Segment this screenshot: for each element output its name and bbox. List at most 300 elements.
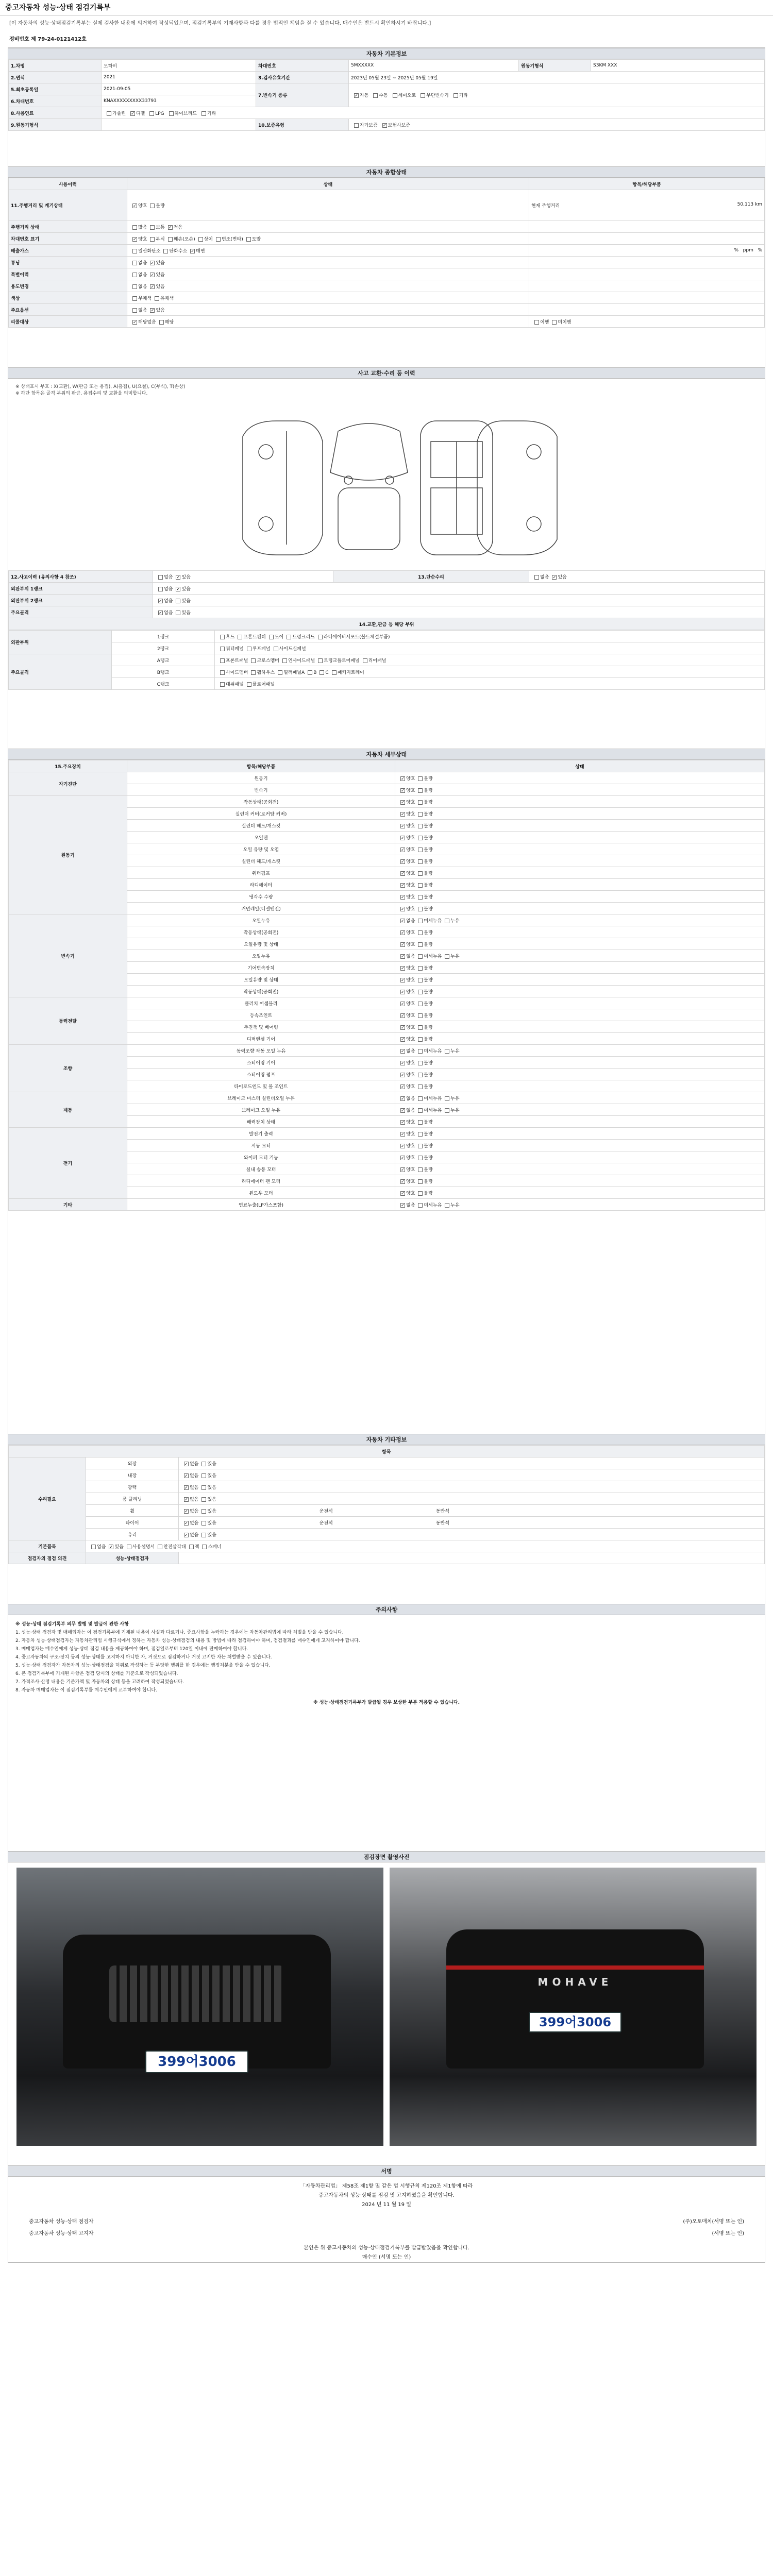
- checkbox-trans-4[interactable]: [453, 93, 458, 98]
- checkbox-rank-3-0[interactable]: [220, 670, 225, 675]
- checkbox-gen-3-1[interactable]: [163, 249, 168, 253]
- other-item-state: [179, 1469, 765, 1481]
- gen-0-opt-1: 불량: [156, 204, 165, 209]
- checkbox-detail[interactable]: [418, 859, 423, 864]
- detail-item-label: 타이로드엔드 및 볼 조인트: [127, 1080, 395, 1092]
- detail-item-state: [395, 1140, 765, 1151]
- checkbox-gen-8-0[interactable]: [132, 308, 137, 313]
- gen-3-opt-1: 탄화수소: [169, 248, 188, 254]
- checkbox-fuel-4[interactable]: [201, 111, 206, 116]
- detail-item-state: [395, 1175, 765, 1187]
- checkbox-detail[interactable]: [418, 919, 423, 923]
- detail-row: [9, 1045, 765, 1057]
- checkbox-detail[interactable]: [418, 1120, 423, 1125]
- checkbox-gen-5-0[interactable]: [132, 273, 137, 277]
- general-row-0-opts: [127, 190, 529, 221]
- checkbox-trans-1[interactable]: [373, 93, 378, 98]
- caution-footer: ※ 성능·상태점검기록부가 발급될 경우 보상한 부분 적용할 수 있습니다.: [313, 1700, 460, 1705]
- other-opt: 있음: [207, 1532, 216, 1538]
- wheel-side-label: 운전석: [319, 1509, 333, 1514]
- checkbox-detail[interactable]: [400, 1167, 405, 1172]
- checkbox-basic-item[interactable]: [189, 1545, 194, 1549]
- gen-2-opt-3: 상이: [204, 236, 213, 242]
- detail-opt: 누유: [450, 1048, 460, 1054]
- checkbox-rank-3-5[interactable]: [332, 670, 337, 675]
- checkbox-detail[interactable]: [400, 895, 405, 900]
- checkbox-other[interactable]: [184, 1462, 189, 1466]
- detail-item-state: [395, 986, 765, 997]
- checkbox-acc-1-1[interactable]: [552, 575, 557, 580]
- detail-opt: 미세누유: [424, 1202, 442, 1208]
- checkbox-rank-2-3[interactable]: [318, 658, 323, 663]
- checkbox-gen-2-3[interactable]: [198, 237, 203, 242]
- checkbox-recall-0[interactable]: [534, 320, 539, 325]
- detail-opt: 없음: [406, 1202, 415, 1208]
- detail-item-label: 추진축 및 베어링: [127, 1021, 395, 1033]
- checkbox-gen-3-0[interactable]: [132, 249, 137, 253]
- checkbox-detail[interactable]: [418, 1096, 423, 1101]
- doc-number: 정비번호 제 79-24-0121412호: [9, 37, 87, 42]
- value-car-name: 모하비: [102, 60, 256, 72]
- checkbox-rank-4-1[interactable]: [247, 682, 251, 687]
- detail-item-label: 실린더 헤드/개스킷: [127, 820, 395, 832]
- checkbox-gen-7-1[interactable]: [155, 296, 159, 301]
- checkbox-detail[interactable]: [418, 1002, 423, 1006]
- detail-item-state: [395, 938, 765, 950]
- checkbox-rank-3-2[interactable]: [278, 670, 282, 675]
- transmission-options: [349, 83, 765, 107]
- checkbox-detail[interactable]: [418, 1061, 423, 1065]
- checkbox-rank-1-1[interactable]: [247, 647, 251, 651]
- detail-item-label: 오일누유: [127, 914, 395, 926]
- general-row-8-label: 주요옵션: [9, 304, 127, 316]
- detail-head-0: 15.주요장치: [9, 760, 127, 772]
- checkbox-detail[interactable]: [445, 1108, 449, 1113]
- detail-opt: 양호: [406, 989, 415, 995]
- gen-1-opt-2: 적음: [173, 225, 183, 230]
- general-head-0: 사용이력: [9, 178, 127, 190]
- checkbox-acc-2-1[interactable]: [176, 587, 180, 591]
- detail-opt: 양호: [406, 811, 415, 817]
- checkbox-detail[interactable]: [445, 1203, 449, 1208]
- checkbox-other[interactable]: [184, 1521, 189, 1526]
- other-opt: 없음: [190, 1497, 199, 1502]
- checkbox-fuel-3[interactable]: [169, 111, 174, 116]
- gen-8-opt-0: 없음: [138, 308, 147, 313]
- accident-row-0: 12.사고이력 (유의사항 4 참조): [9, 571, 153, 583]
- checkbox-rank-3-3[interactable]: [308, 670, 312, 675]
- accident-label-frame: 주요골격: [9, 606, 153, 618]
- checkbox-detail[interactable]: [418, 824, 423, 828]
- checkbox-rank-3-4[interactable]: [320, 670, 324, 675]
- checkbox-basic-item[interactable]: [91, 1545, 96, 1549]
- checkbox-rank-2-0[interactable]: [220, 658, 225, 663]
- value-engine: S3KM XXX: [591, 60, 765, 72]
- checkbox-trans-0[interactable]: [354, 93, 359, 98]
- checkbox-other[interactable]: [184, 1509, 189, 1514]
- detail-opt: 미세누유: [424, 954, 442, 959]
- checkbox-acc-3-0[interactable]: [158, 599, 163, 603]
- mileage-cell: [529, 190, 765, 221]
- checkbox-detail[interactable]: [418, 978, 423, 982]
- acc-3-opt-0: 없음: [164, 598, 173, 604]
- checkbox-gen-7-0[interactable]: [132, 296, 137, 301]
- checkbox-detail[interactable]: [400, 919, 405, 923]
- checkbox-gen-4-0[interactable]: [132, 261, 137, 265]
- detail-group-label: 원동기: [9, 796, 127, 914]
- checkbox-detail[interactable]: [400, 954, 405, 959]
- checkbox-trans-2[interactable]: [393, 93, 397, 98]
- checkbox-detail[interactable]: [418, 1084, 423, 1089]
- checkbox-detail[interactable]: [400, 1156, 405, 1160]
- checkbox-detail[interactable]: [400, 883, 405, 888]
- checkbox-gen-5-1[interactable]: [150, 273, 155, 277]
- checkbox-other[interactable]: [184, 1485, 189, 1490]
- checkbox-acc-0-1[interactable]: [176, 575, 180, 580]
- checkbox-detail[interactable]: [445, 954, 449, 959]
- checkbox-detail[interactable]: [418, 1144, 423, 1148]
- checkbox-acc-3-1[interactable]: [176, 599, 180, 603]
- emission-unit-1: ppm: [743, 248, 753, 253]
- checkbox-other[interactable]: [184, 1533, 189, 1537]
- detail-opt: 불량: [424, 859, 433, 865]
- checkbox-detail[interactable]: [400, 1096, 405, 1101]
- checkbox-detail[interactable]: [400, 1037, 405, 1042]
- basic-item-opt: 있음: [114, 1544, 124, 1550]
- caution-line-2: 3. 매매업자는 매수인에게 성능·상태 점검 내용을 제공하여야 하며, 점검일로부터 120일 이내에 판매하여야 합니다.: [15, 1647, 248, 1652]
- checkbox-gen-2-2[interactable]: [168, 237, 173, 242]
- checkbox-gen-3-2[interactable]: [190, 249, 195, 253]
- checkbox-recall-1[interactable]: [552, 320, 557, 325]
- detail-group-label: 기타: [9, 1199, 127, 1211]
- detail-item-label: 라디에이터 팬 모터: [127, 1175, 395, 1187]
- checkbox-gen-2-5[interactable]: [246, 237, 251, 242]
- gen-6-opt-0: 없음: [138, 284, 147, 290]
- checkbox-detail[interactable]: [418, 1203, 423, 1208]
- detail-item-state: [395, 997, 765, 1009]
- checkbox-detail[interactable]: [400, 788, 405, 793]
- detail-item-state: [395, 1187, 765, 1199]
- page-title: 중고자동차 성능·상태 점검기록부: [0, 0, 773, 15]
- checkbox-detail[interactable]: [418, 1025, 423, 1030]
- gen-4-opt-0: 없음: [138, 260, 147, 266]
- checkbox-detail[interactable]: [400, 1049, 405, 1054]
- detail-item-state: [395, 808, 765, 820]
- checkbox-detail[interactable]: [418, 836, 423, 840]
- rank-4-part-0: 대쉬패널: [226, 682, 244, 687]
- detail-opt: 없음: [406, 1048, 415, 1054]
- checkbox-detail[interactable]: [400, 859, 405, 864]
- checkbox-detail[interactable]: [418, 800, 423, 805]
- checkbox-gen-4-1[interactable]: [150, 261, 155, 265]
- trans-opt-2: 세미오토: [398, 93, 416, 98]
- detail-item-state: [395, 832, 765, 843]
- checkbox-rank-2-4[interactable]: [363, 658, 367, 663]
- checkbox-detail[interactable]: [400, 824, 405, 828]
- checkbox-detail[interactable]: [400, 1073, 405, 1077]
- other-opt: 없음: [190, 1461, 199, 1467]
- checkbox-other[interactable]: [184, 1473, 189, 1478]
- checkbox-rank-0-3[interactable]: [287, 635, 291, 639]
- checkbox-warranty-1[interactable]: [382, 123, 387, 128]
- checkbox-detail[interactable]: [400, 871, 405, 876]
- checkbox-detail[interactable]: [418, 848, 423, 852]
- rank-2-part-4: 리어패널: [368, 658, 386, 664]
- trans-opt-4: 기타: [459, 93, 468, 98]
- checkbox-rank-0-1[interactable]: [238, 635, 242, 639]
- detail-opt: 불량: [424, 1179, 433, 1184]
- checkbox-detail[interactable]: [418, 990, 423, 994]
- checkbox-detail[interactable]: [418, 1108, 423, 1113]
- checkbox-gen-9-1[interactable]: [159, 320, 164, 325]
- checkbox-detail[interactable]: [400, 1132, 405, 1137]
- gen-5-opt-1: 있음: [156, 272, 165, 278]
- rank-0-part-0: 후드: [226, 634, 235, 640]
- gen-9-opt-1: 해당: [164, 319, 174, 325]
- checkbox-rank-0-2[interactable]: [269, 635, 274, 639]
- detail-item-state: [395, 914, 765, 926]
- checkbox-gen-9-0[interactable]: [132, 320, 137, 325]
- checkbox-other[interactable]: [201, 1509, 206, 1514]
- checkbox-detail[interactable]: [418, 1049, 423, 1054]
- checkbox-detail[interactable]: [418, 883, 423, 888]
- detail-opt: 미세누유: [424, 918, 442, 924]
- general-head-1: 상태: [127, 178, 529, 190]
- checkbox-detail[interactable]: [400, 776, 405, 781]
- checkbox-acc-1-0[interactable]: [534, 575, 539, 580]
- detail-item-label: 와이퍼 모터 기능: [127, 1151, 395, 1163]
- detail-item-label: 커먼레일(디젤엔진): [127, 903, 395, 914]
- checkbox-acc-4-0[interactable]: [158, 611, 163, 615]
- general-state-section: [8, 166, 765, 367]
- checkbox-detail[interactable]: [445, 1049, 449, 1054]
- checkbox-detail[interactable]: [445, 1096, 449, 1101]
- checkbox-gen-0-0[interactable]: [132, 204, 137, 208]
- checkbox-detail[interactable]: [400, 1061, 405, 1065]
- checkbox-detail[interactable]: [400, 1203, 405, 1208]
- checkbox-basic-item[interactable]: [109, 1545, 113, 1549]
- checkbox-fuel-2[interactable]: [149, 111, 154, 116]
- checkbox-gen-1-2[interactable]: [168, 225, 173, 230]
- checkbox-gen-1-1[interactable]: [150, 225, 155, 230]
- checkbox-gen-2-4[interactable]: [216, 237, 221, 242]
- checkbox-detail[interactable]: [400, 848, 405, 852]
- checkbox-detail[interactable]: [400, 1144, 405, 1148]
- rear-plate: 399어3006: [529, 2012, 621, 2032]
- checkbox-rank-4-0[interactable]: [220, 682, 225, 687]
- detail-item-state: [395, 784, 765, 796]
- detail-item-state: [395, 1092, 765, 1104]
- checkbox-fuel-0[interactable]: [107, 111, 111, 116]
- detail-opt: 누유: [450, 918, 460, 924]
- checkbox-detail[interactable]: [400, 907, 405, 911]
- checkbox-gen-6-0[interactable]: [132, 284, 137, 289]
- checkbox-detail[interactable]: [418, 966, 423, 971]
- checkbox-detail[interactable]: [400, 800, 405, 805]
- gen-2-opt-5: 도말: [251, 236, 261, 242]
- detail-item-label: 냉각수 수량: [127, 891, 395, 903]
- checkbox-gen-2-0[interactable]: [132, 237, 137, 242]
- opinion-value[interactable]: [179, 1552, 765, 1564]
- checkbox-other[interactable]: [201, 1473, 206, 1478]
- checkbox-rank-1-2[interactable]: [274, 647, 278, 651]
- basic-info-section: [8, 48, 765, 166]
- checkbox-detail[interactable]: [400, 1191, 405, 1196]
- other-group-label: 수리필요: [9, 1458, 86, 1540]
- checkbox-gen-0-1[interactable]: [150, 204, 155, 208]
- checkbox-basic-item[interactable]: [158, 1545, 162, 1549]
- checkbox-detail[interactable]: [418, 776, 423, 781]
- checkbox-detail[interactable]: [418, 895, 423, 900]
- checkbox-basic-item[interactable]: [127, 1545, 131, 1549]
- checkbox-rank-1-0[interactable]: [220, 647, 225, 651]
- checkbox-gen-8-1[interactable]: [150, 308, 155, 313]
- other-row: [9, 1529, 765, 1540]
- rank-parts-1: [215, 642, 765, 654]
- checkbox-detail[interactable]: [418, 812, 423, 817]
- checkbox-fuel-1[interactable]: [130, 111, 135, 116]
- checkbox-detail[interactable]: [400, 1002, 405, 1006]
- detail-item-state: [395, 1128, 765, 1140]
- detail-opt: 없음: [406, 918, 415, 924]
- checkbox-detail[interactable]: [400, 990, 405, 994]
- detail-item-label: 디퍼렌셜 기어: [127, 1033, 395, 1045]
- checkbox-detail[interactable]: [400, 1120, 405, 1125]
- checkbox-acc-0-0[interactable]: [158, 575, 163, 580]
- front-plate: 399어3006: [145, 2050, 248, 2073]
- rear-photo: [390, 1868, 757, 2146]
- checkbox-gen-1-0[interactable]: [132, 225, 137, 230]
- checkbox-other[interactable]: [201, 1462, 206, 1466]
- basic-items-row: [9, 1540, 765, 1552]
- checkbox-detail[interactable]: [418, 1191, 423, 1196]
- rank-1-part-1: 루프패널: [252, 646, 271, 652]
- emission-units: [529, 245, 765, 257]
- checkbox-detail[interactable]: [400, 1084, 405, 1089]
- checkbox-detail[interactable]: [418, 1167, 423, 1172]
- detail-opt: 불량: [424, 1037, 433, 1042]
- checkbox-detail[interactable]: [418, 954, 423, 959]
- checkbox-other[interactable]: [201, 1533, 206, 1537]
- checkbox-detail[interactable]: [418, 788, 423, 793]
- detail-item-state: [395, 1199, 765, 1211]
- rank-1-part-0: 쿼터패널: [226, 646, 244, 652]
- checkbox-detail[interactable]: [400, 942, 405, 947]
- rank-3-part-4: C: [325, 670, 329, 675]
- detail-item-state: [395, 926, 765, 938]
- notice-text: [이 자동차의 성능·상태점검기록부는 실제 검사한 내용에 의거하여 작성되었으며, 점검기록부의 기재사항과 다를 경우 법적인 책임을 질 수 있습니다. 매수인은 반드시 확인하시기 바랍니다.]: [9, 21, 431, 26]
- rank-2-part-2: 인사이드패널: [288, 658, 315, 664]
- gen-2-opt-2: 훼손(오손): [173, 236, 195, 242]
- checkbox-detail[interactable]: [418, 1013, 423, 1018]
- detail-item-label: 클러치 어셈블리: [127, 997, 395, 1009]
- checkbox-detail[interactable]: [400, 836, 405, 840]
- checkbox-detail[interactable]: [400, 1013, 405, 1018]
- detail-opt: 불량: [424, 788, 433, 793]
- rank-2-part-3: 트렁크플로어패널: [324, 658, 360, 664]
- general-row-1-opts: [127, 221, 529, 233]
- caution-section: [8, 1604, 765, 1851]
- rank-parts-4: [215, 678, 765, 690]
- checkbox-other[interactable]: [201, 1497, 206, 1502]
- rank-3-part-3: B: [313, 670, 317, 675]
- rank-label-4: C랭크: [112, 678, 215, 690]
- rank-label-0: 1랭크: [112, 631, 215, 642]
- checkbox-rank-0-0[interactable]: [220, 635, 225, 639]
- checkbox-detail[interactable]: [418, 907, 423, 911]
- checkbox-other[interactable]: [201, 1485, 206, 1490]
- checkbox-detail[interactable]: [445, 919, 449, 923]
- detail-item-label: 윈도우 모터: [127, 1187, 395, 1199]
- car-diagram: [8, 400, 765, 570]
- checkbox-other[interactable]: [184, 1497, 189, 1502]
- detail-table: [8, 760, 765, 1211]
- checkbox-acc-2-0[interactable]: [158, 587, 163, 591]
- general-row-2-label: 차대번호 표기: [9, 233, 127, 245]
- caution-line-3: 4. 중고자동차의 구조·장치 등의 성능·상태를 고지하지 아니한 자, 거짓으로 점검하거나 거짓 고지한 자는 처벌받을 수 있습니다.: [15, 1655, 272, 1660]
- photo-section: [8, 1851, 765, 2165]
- rank-2-part-0: 프론트패널: [226, 658, 248, 664]
- trans-opt-0: 자동: [360, 93, 369, 98]
- recall-opt-0: 이행: [540, 319, 549, 325]
- checkbox-detail[interactable]: [400, 1108, 405, 1113]
- checkbox-detail[interactable]: [400, 930, 405, 935]
- checkbox-acc-4-1[interactable]: [176, 611, 180, 615]
- detail-opt: 불량: [424, 1155, 433, 1161]
- checkbox-detail[interactable]: [418, 871, 423, 876]
- mileage-value: 50,113 km: [737, 202, 762, 207]
- value-plate: 5MXXXXX: [349, 60, 519, 72]
- checkbox-rank-0-4[interactable]: [318, 635, 323, 639]
- detail-opt: 누유: [450, 1108, 460, 1113]
- checkbox-detail[interactable]: [400, 966, 405, 971]
- checkbox-detail[interactable]: [418, 1156, 423, 1160]
- checkbox-rank-2-2[interactable]: [282, 658, 287, 663]
- checkbox-detail[interactable]: [400, 812, 405, 817]
- checkbox-detail[interactable]: [418, 930, 423, 935]
- checkbox-trans-3[interactable]: [421, 93, 425, 98]
- caution-line-0: 1. 성능·상태 점검자 및 매매업자는 이 점검기록부에 기재된 내용이 사실과 다르거나, 중요사항을 누락하는 경우에는 자동차관리법에 따라 처벌을 받을 수 있습니다.: [15, 1630, 344, 1635]
- detail-item-state: [395, 1104, 765, 1116]
- detail-section: [8, 749, 765, 1434]
- checkbox-other[interactable]: [201, 1521, 206, 1526]
- other-opt: 없음: [190, 1485, 199, 1490]
- checkbox-detail[interactable]: [400, 978, 405, 982]
- checkbox-detail[interactable]: [418, 942, 423, 947]
- value-year: 2021: [102, 72, 256, 83]
- checkbox-rank-2-1[interactable]: [251, 658, 256, 663]
- general-row-7-opts: [127, 292, 529, 304]
- detail-opt: 양호: [406, 894, 415, 900]
- checkbox-detail[interactable]: [418, 1132, 423, 1137]
- detail-item-state: [395, 1021, 765, 1033]
- detail-opt: 양호: [406, 1025, 415, 1030]
- checkbox-rank-3-1[interactable]: [251, 670, 256, 675]
- detail-opt: 누유: [450, 954, 460, 959]
- checkbox-detail[interactable]: [418, 1179, 423, 1184]
- checkbox-gen-2-1[interactable]: [150, 237, 155, 242]
- detail-item-label: 실린더 커버(로커암 커버): [127, 808, 395, 820]
- checkbox-basic-item[interactable]: [202, 1545, 207, 1549]
- checkbox-detail[interactable]: [400, 1179, 405, 1184]
- checkbox-detail[interactable]: [418, 1073, 423, 1077]
- value-vin: KNAXXXXXXXXX33793: [102, 95, 256, 107]
- checkbox-detail[interactable]: [418, 1037, 423, 1042]
- checkbox-warranty-0[interactable]: [354, 123, 359, 128]
- checkbox-detail[interactable]: [400, 1025, 405, 1030]
- general-row-3-opts: [127, 245, 529, 257]
- checkbox-gen-6-1[interactable]: [150, 284, 155, 289]
